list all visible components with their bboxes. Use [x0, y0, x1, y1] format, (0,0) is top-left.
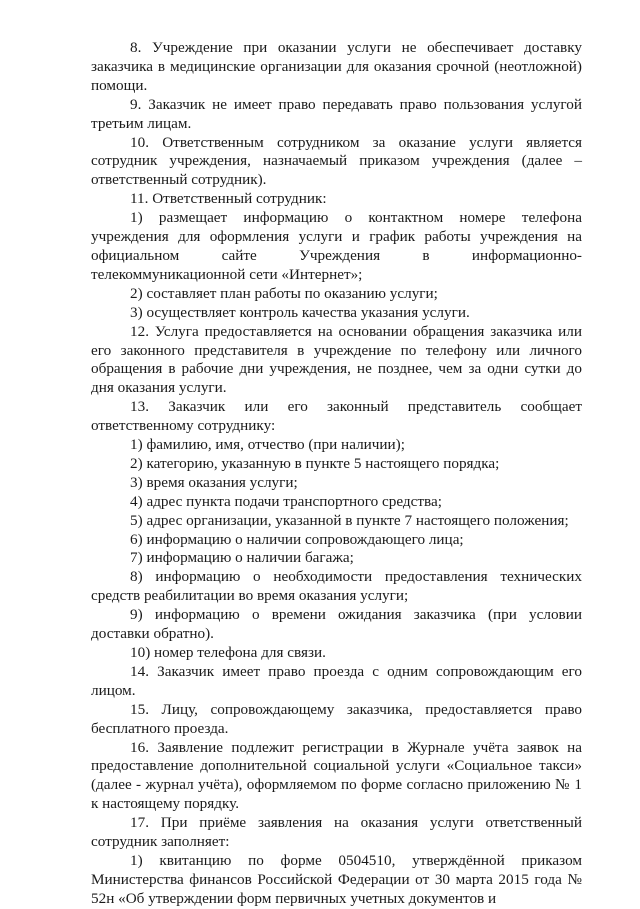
- paragraph-9: 9. Заказчик не имеет право передавать право пользования услугой третьим лицам.: [91, 95, 582, 132]
- paragraph-13-item-3: 3) время оказания услуги;: [130, 473, 298, 491]
- paragraph-11-item-3: 3) осуществляет контроль качества указания услуги.: [130, 303, 470, 321]
- paragraph-17-item-1: 1) квитанцию по форме 0504510, утверждённой приказом Министерства финансов Российской Федерации от 30 марта 2015 года № 52н «Об утверждении форм первичных учетных документов и: [91, 851, 582, 907]
- paragraph-14: 14. Заказчик имеет право проезда с одним сопровождающим его лицом.: [91, 662, 582, 699]
- paragraph-13-item-5: 5) адрес организации, указанной в пункте 7 настоящего положения;: [130, 511, 569, 529]
- paragraph-13-item-4: 4) адрес пункта подачи транспортного средства;: [130, 492, 442, 510]
- paragraph-17: 17. При приёме заявления на оказания услуги ответственный сотрудник заполняет:: [91, 814, 582, 851]
- paragraph-10: 10. Ответственным сотрудником за оказание услуги является сотрудник учреждения, назначаемый приказом учреждения (далее – ответственный сотрудник).: [91, 133, 582, 189]
- paragraph-13-item-1: 1) фамилию, имя, отчество (при наличии);: [130, 436, 405, 454]
- paragraph-8: 8. Учреждение при оказании услуги не обеспечивает доставку заказчика в медицинские организации для оказания срочной (неотложной) помощи.: [91, 39, 582, 94]
- paragraph-13-item-10: 10) номер телефона для связи.: [130, 644, 326, 661]
- paragraph-11-item-2: 2) составляет план работы по оказанию услуги;: [130, 284, 438, 302]
- document-page: [91, 39, 582, 909]
- paragraph-13-item-7: 7) информацию о наличии багажа;: [130, 549, 354, 567]
- paragraph-11: 11. Ответственный сотрудник:: [130, 190, 327, 208]
- paragraph-13-item-9: 9) информацию о времени ожидания заказчика (при условии доставки обратно).: [91, 606, 582, 643]
- paragraph-13-item-2: 2) категорию, указанную в пункте 5 настоящего порядка;: [130, 454, 500, 472]
- paragraph-16: 16. Заявление подлежит регистрации в Журнале учёта заявок на предоставление дополнительной социальной услуги «Социальное такси» (далее - журнал учёта), оформляемом по форме согласно приложению № 1 к настоящему порядку.: [91, 738, 582, 813]
- paragraph-13-item-6: 6) информацию о наличии сопровождающего лица;: [130, 530, 464, 548]
- paragraph-13: 13. Заказчик или его законный представитель сообщает ответственному сотруднику:: [91, 398, 582, 435]
- paragraph-11-item-1: 1) размещает информацию о контактном номере телефона учреждения для оформления услуги и график работы учреждения на официальном сайте Учреждения в информационно-телекоммуникационной сети «Интернет»;: [91, 209, 582, 283]
- paragraph-12: 12. Услуга предоставляется на основании обращения заказчика или его законного представителя в учреждение по телефону или личного обращения в рабочие дни учреждения, не позднее, чем за одни сутки до дня оказания услуги.: [91, 322, 582, 397]
- paragraph-13-item-8: 8) информацию о необходимости предоставления технических средств реабилитации во время оказания услуги;: [91, 568, 582, 605]
- paragraph-15: 15. Лицу, сопровождающему заказчика, предоставляется право бесплатного проезда.: [91, 700, 582, 737]
